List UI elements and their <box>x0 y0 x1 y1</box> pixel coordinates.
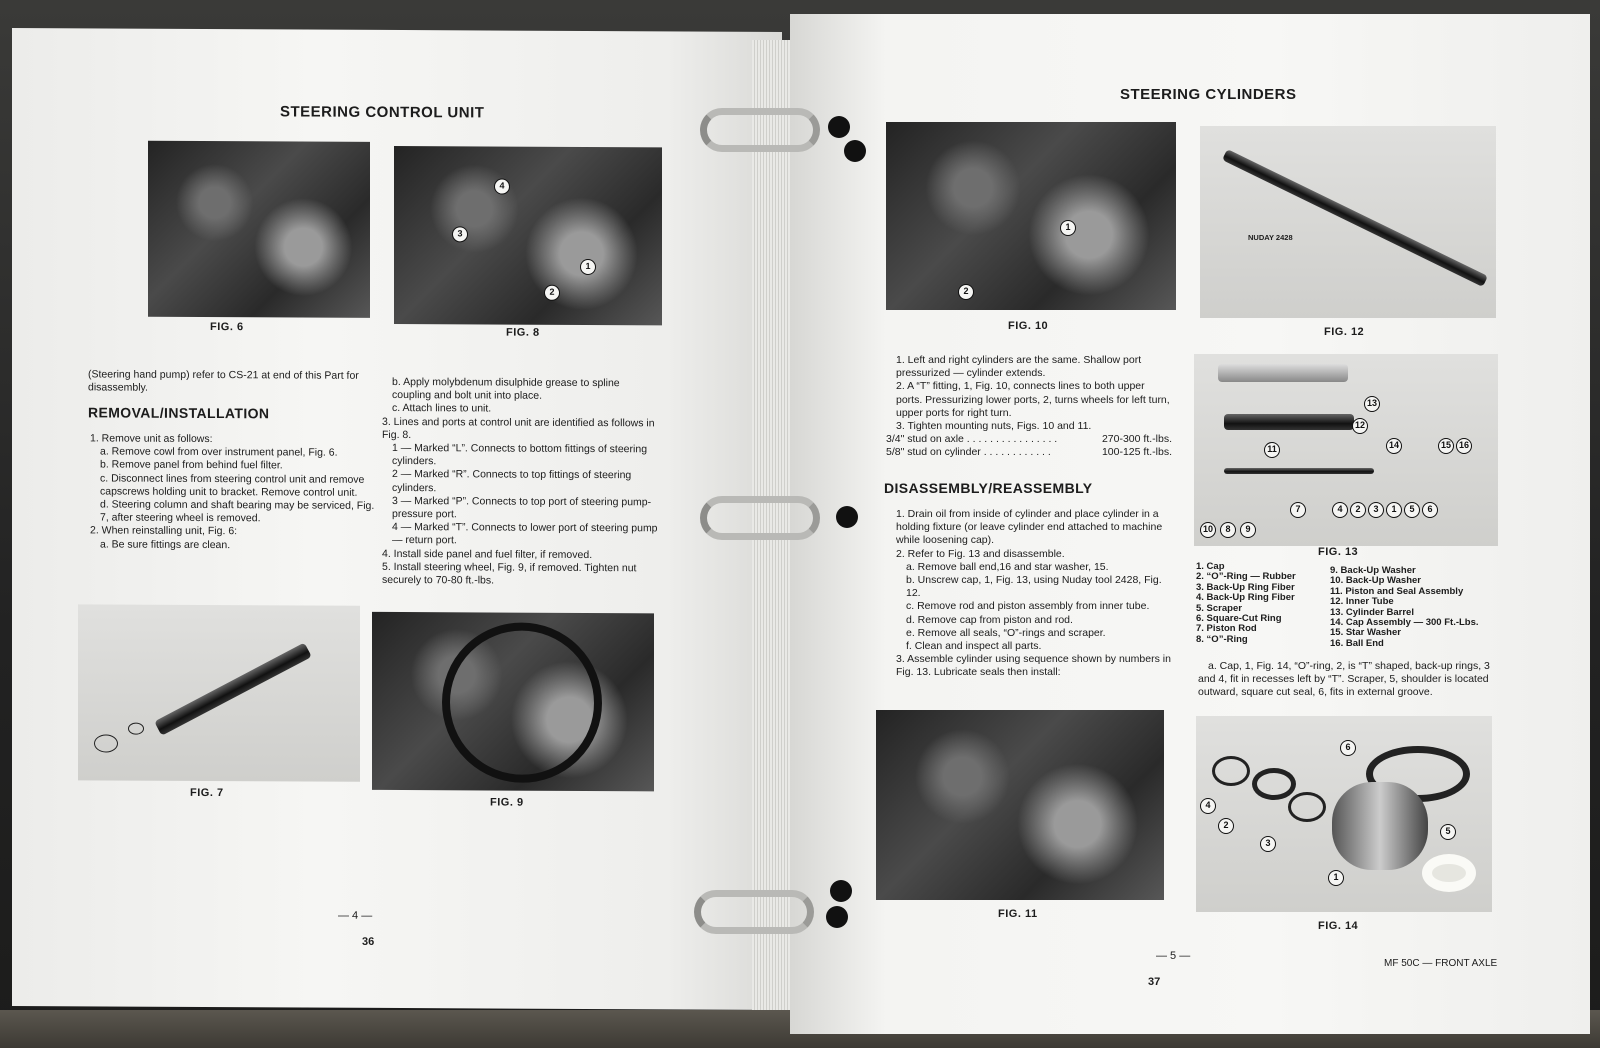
left-column-1 <box>90 432 376 552</box>
fig8-callout: 4 <box>494 179 510 195</box>
fig13-callout: 5 <box>1404 502 1420 518</box>
footer-title: MF 50C — FRONT AXLE <box>1384 958 1498 969</box>
fig13-callout: 2 <box>1350 502 1366 518</box>
fig8-callout: 3 <box>452 226 468 242</box>
torque-value: 100-125 ft.-lbs. <box>1101 446 1172 459</box>
right-column-1 <box>886 354 1172 460</box>
inner-tube <box>1224 414 1354 430</box>
fig9-photo <box>372 612 654 791</box>
section-heading: REMOVAL/INSTALLATION <box>88 404 270 422</box>
legend-item: 3. Back-Up Ring Fiber <box>1196 581 1295 593</box>
scraper-ring <box>1422 854 1476 892</box>
paragraph: 1. Left and right cylinders are the same. Shallow port pressurized — cylinder extends. <box>896 354 1142 380</box>
fig11-photo <box>876 710 1164 900</box>
torque-label: 3/4" stud on axle . . . . . . . . . . . . . . . . <box>886 433 1058 446</box>
fig14-callout: 6 <box>1340 740 1356 756</box>
cylinder-cap <box>1332 782 1428 870</box>
fig8-callout: 1 <box>580 259 596 275</box>
legend-item: 7. Piston Rod <box>1196 623 1257 635</box>
seal-ring <box>94 734 118 752</box>
seal-ring <box>1252 768 1296 800</box>
fig14-callout: 2 <box>1218 818 1234 834</box>
paragraph: c. Remove rod and piston assembly from inner tube. <box>906 600 1150 613</box>
intro-text: (Steering hand pump) refer to CS-21 at end of this Part for disassembly. <box>88 368 359 394</box>
fig12-caption: FIG. 12 <box>1324 326 1365 338</box>
fig13-callout: 8 <box>1220 522 1236 538</box>
legend-item: 2. “O”-Ring — Rubber <box>1196 571 1296 583</box>
seal-ring <box>1212 756 1250 786</box>
fig13-callout: 9 <box>1240 522 1256 538</box>
page-number: — 5 — <box>1156 950 1191 962</box>
page-title: STEERING CYLINDERS <box>1120 86 1297 103</box>
paragraph: 3. Tighten mounting nuts, Figs. 10 and 11. <box>896 420 1092 433</box>
punch-hole <box>826 906 848 928</box>
nuday-tool <box>1222 149 1488 287</box>
fig8-callout: 2 <box>544 285 560 301</box>
paragraph: a. Remove ball end,16 and star washer, 15. <box>906 560 1109 573</box>
left-column-2 <box>382 376 658 589</box>
legend-item: 12. Inner Tube <box>1330 596 1394 608</box>
torque-label: 5/8" stud on cylinder . . . . . . . . . . . . <box>886 446 1051 459</box>
paragraph: b. Remove panel from behind fuel filter. <box>100 458 283 472</box>
paragraph: 2 — Marked “R”. Connects to top fittings of steering cylinders. <box>392 468 632 494</box>
fig8-caption: FIG. 8 <box>506 326 540 339</box>
paragraph: b. Apply molybdenum disulphide grease to spline coupling and bolt unit into place. <box>392 375 620 402</box>
legend-item: 4. Back-Up Ring Fiber <box>1196 592 1295 604</box>
fig13-callout: 10 <box>1200 522 1216 538</box>
paragraph: 3. Lines and ports at control unit are identified as follows in Fig. 8. <box>382 415 655 441</box>
seal-ring <box>128 723 144 735</box>
fig14-photo <box>1196 716 1492 912</box>
fig6-caption: FIG. 6 <box>210 321 244 334</box>
paragraph: 4. Install side panel and fuel filter, if removed. <box>382 547 593 561</box>
fig13-legend-left <box>1196 562 1336 645</box>
fig10-caption: FIG. 10 <box>1008 320 1049 332</box>
paragraph: d. Remove cap from piston and rod. <box>906 613 1073 626</box>
section-heading: DISASSEMBLY/REASSEMBLY <box>884 480 1093 496</box>
binder-ring <box>694 890 814 934</box>
fig13-callout: 11 <box>1264 442 1280 458</box>
steering-column-shaft <box>154 643 312 736</box>
paragraph: e. Remove all seals, “O”-rings and scraper. <box>906 626 1106 639</box>
folio-number: 36 <box>362 935 375 948</box>
fig14-callout: 5 <box>1440 824 1456 840</box>
torque-row <box>886 433 1172 446</box>
punch-hole <box>830 880 852 902</box>
torque-row <box>886 446 1172 459</box>
fig8-photo <box>394 146 662 325</box>
piston-rod <box>1224 468 1374 474</box>
steering-wheel <box>442 622 602 783</box>
fig7-photo <box>78 604 360 781</box>
fig10-photo <box>886 122 1176 310</box>
fig13-callout: 4 <box>1332 502 1348 518</box>
fig13-callout: 16 <box>1456 438 1472 454</box>
paragraph: 2. When reinstalling unit, Fig. 6: <box>90 524 238 538</box>
binder-ring <box>700 108 820 152</box>
fig12-photo <box>1200 126 1496 318</box>
fig13-caption: FIG. 13 <box>1318 546 1359 558</box>
fig9-caption: FIG. 9 <box>490 796 524 809</box>
legend-item: 11. Piston and Seal Assembly <box>1330 585 1464 597</box>
paragraph: 4 — Marked “T”. Connects to lower port of steering pump — return port. <box>392 521 658 547</box>
paragraph: c. Disconnect lines from steering control unit and remove capscrews holding unit to bracket. Remove control unit. <box>100 472 365 499</box>
fig13-callout: 3 <box>1368 502 1384 518</box>
fig13-photo <box>1194 354 1498 546</box>
fig13-callout: 12 <box>1352 418 1368 434</box>
paragraph: a. Be sure fittings are clean. <box>100 538 231 551</box>
folio-number: 37 <box>1148 976 1161 988</box>
binder-ring <box>700 496 820 540</box>
page-title: STEERING CONTROL UNIT <box>280 103 485 122</box>
fig6-photo <box>148 141 370 318</box>
punch-hole <box>828 116 850 138</box>
legend-item: 6. Square-Cut Ring <box>1196 613 1282 625</box>
fig13-legend-right <box>1330 566 1500 649</box>
page-number: — 4 — <box>338 909 373 922</box>
cylinder-barrel <box>1218 364 1348 382</box>
tool-label: NUDAY 2428 <box>1248 233 1293 242</box>
fig13-callout: 7 <box>1290 502 1306 518</box>
legend-item: 1. Cap <box>1196 561 1225 572</box>
paragraph: f. Clean and inspect all parts. <box>906 640 1042 653</box>
fig13-callout: 13 <box>1364 396 1380 412</box>
legend-item: 8. “O”-Ring <box>1196 633 1248 645</box>
punch-hole <box>844 140 866 162</box>
torque-value: 270-300 ft.-lbs. <box>1101 433 1172 446</box>
fig7-caption: FIG. 7 <box>190 786 224 800</box>
fig10-callout: 1 <box>1060 220 1076 236</box>
paragraph: 3 — Marked “P”. Connects to top port of steering pump-pressure port. <box>392 494 652 521</box>
fig14-callout: 1 <box>1328 870 1344 886</box>
paragraph: 1. Remove unit as follows: <box>90 432 213 446</box>
paragraph: 5. Install steering wheel, Fig. 9, if removed. Tighten nut securely to 70-80 ft.-lbs. <box>382 560 637 587</box>
left-page <box>12 28 782 1010</box>
paragraph: d. Steering column and shaft bearing may be serviced, Fig. 7, after steering wheel is removed. <box>100 498 375 525</box>
paragraph: 2. A “T” fitting, 1, Fig. 10, connects lines to both upper ports. Pressurizing lower ports, 2, turns wheels for left turn, upper ports for right turn. <box>896 380 1170 419</box>
right-column-1b <box>886 508 1172 680</box>
fig13-callout: 15 <box>1438 438 1454 454</box>
legend-item: 14. Cap Assembly — 300 Ft.-Lbs. <box>1330 617 1479 629</box>
legend-item: 5. Scraper <box>1196 602 1242 614</box>
paragraph: 3. Assemble cylinder using sequence shown by numbers in Fig. 13. Lubricate seals then install: <box>896 653 1171 679</box>
paragraph: 1. Drain oil from inside of cylinder and place cylinder in a holding fixture (or leave cylinder end attached to machine while loosening cap). <box>896 508 1163 547</box>
right-page <box>790 14 1590 1034</box>
fig10-callout: 2 <box>958 284 974 300</box>
paragraph: b. Unscrew cap, 1, Fig. 13, using Nuday tool 2428, Fig. 12. <box>906 574 1162 600</box>
punch-hole <box>836 506 858 528</box>
paragraph: a. Cap, 1, Fig. 14, “O”-ring, 2, is “T” shaped, back-up rings, 3 and 4, fit in recesses left by “T”. Scraper, 5, shoulder is located outward, square cut seal, 6, fits in external groove. <box>1198 660 1490 699</box>
legend-item: 16. Ball End <box>1330 637 1384 649</box>
fig13-callout: 6 <box>1422 502 1438 518</box>
fig13-callout: 1 <box>1386 502 1402 518</box>
legend-item: 15. Star Washer <box>1330 627 1401 639</box>
fig14-callout: 3 <box>1260 836 1276 852</box>
fig13-callout: 14 <box>1386 438 1402 454</box>
fig14-callout: 4 <box>1200 798 1216 814</box>
legend-item: 10. Back-Up Washer <box>1330 575 1421 587</box>
legend-item: 9. Back-Up Washer <box>1330 565 1416 576</box>
paragraph: a. Remove cowl from over instrument panel, Fig. 6. <box>100 445 338 459</box>
paragraph: 2. Refer to Fig. 13 and disassemble. <box>896 547 1065 560</box>
fig11-caption: FIG. 11 <box>998 908 1038 920</box>
seal-ring <box>1288 792 1326 822</box>
fig14-caption: FIG. 14 <box>1318 920 1359 932</box>
paragraph: c. Attach lines to unit. <box>392 402 492 415</box>
legend-item: 13. Cylinder Barrel <box>1330 606 1414 618</box>
paragraph: 1 — Marked “L”. Connects to bottom fittings of steering cylinders. <box>392 441 648 468</box>
